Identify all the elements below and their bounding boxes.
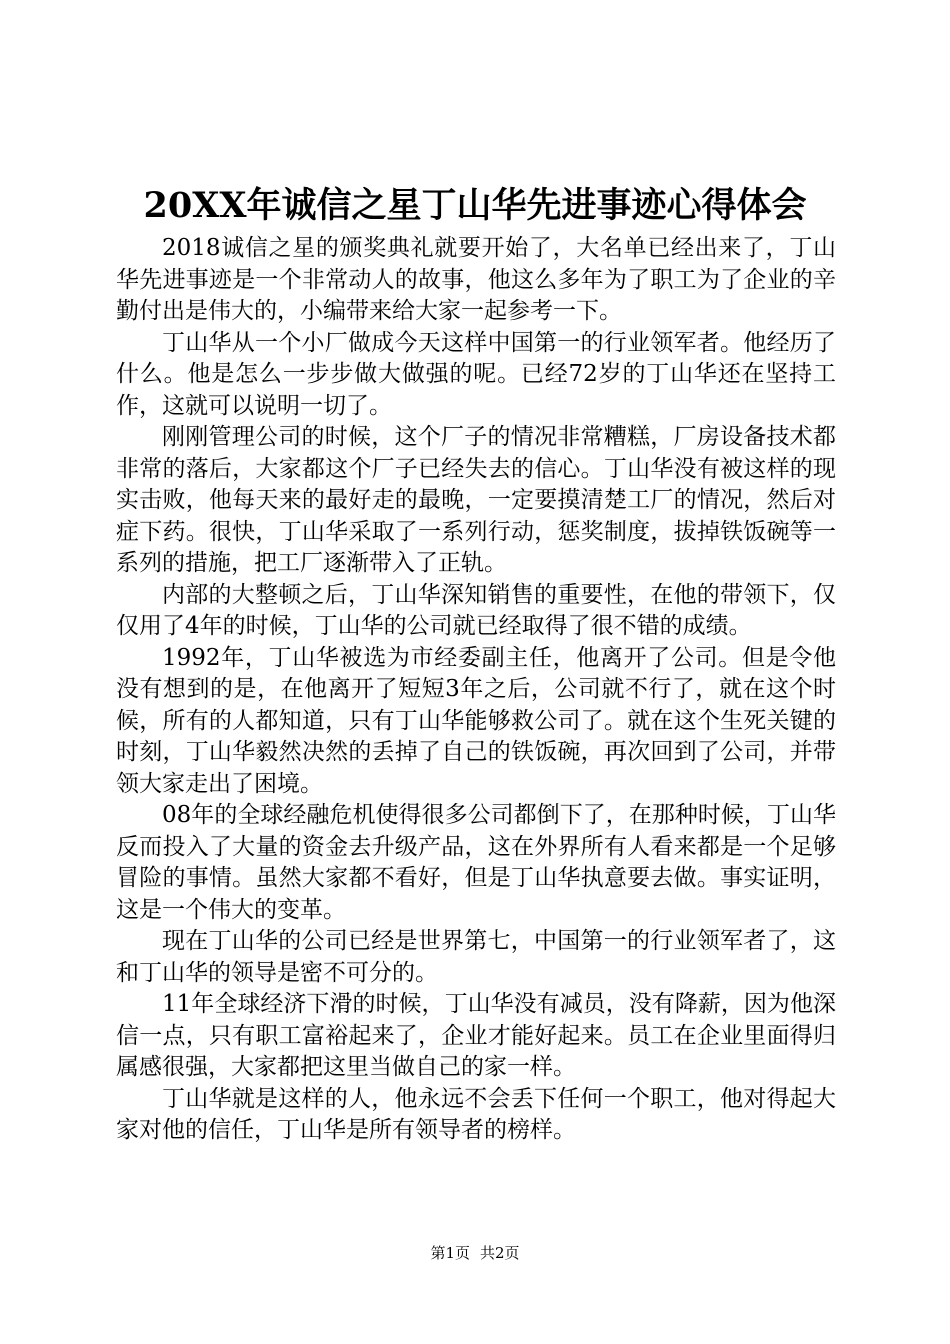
paragraph: 内部的大整顿之后，丁山华深知销售的重要性，在他的带领下，仅仅用了4年的时候，丁山华的公司就已经取得了很不错的成绩。 xyxy=(116,581,836,639)
paragraph: 丁山华就是这样的人，他永远不会丢下任何一个职工，他对得起大家对他的信任，丁山华是所有领导者的榜样。 xyxy=(116,1085,836,1143)
paragraph: 08年的全球经融危机使得很多公司都倒下了，在那种时候，丁山华反而投入了大量的资金去升级产品，这在外界所有人看来都是一个足够冒险的事情。虽然大家都不看好，但是丁山华执意要去做。事实证明，这是一个伟大的变革。 xyxy=(116,802,836,923)
page-total: 共2页 xyxy=(480,1244,520,1262)
paragraph: 刚刚管理公司的时候，这个厂子的情况非常糟糕，厂房设备技术都非常的落后，大家都这个厂子已经失去的信心。丁山华没有被这样的现实击败，他每天来的最好走的最晚，一定要摸清楚工厂的情况，然后对症下药。很快，丁山华采取了一系列行动，惩奖制度，拔掉铁饭碗等一系列的措施，把工厂逐渐带入了正轨。 xyxy=(116,424,836,576)
paragraph: 现在丁山华的公司已经是世界第七，中国第一的行业领军者了，这和丁山华的领导是密不可分的。 xyxy=(116,928,836,986)
page-number: 第1页 xyxy=(430,1244,470,1262)
paragraph: 2018诚信之星的颁奖典礼就要开始了，大名单已经出来了，丁山华先进事迹是一个非常动人的故事，他这么多年为了职工为了企业的辛勤付出是伟大的，小编带来给大家一起参考一下。 xyxy=(116,235,836,324)
paragraph: 1992年，丁山华被选为市经委副主任，他离开了公司。但是令他没有想到的是，在他离开了短短3年之后，公司就不行了，就在这个时候，所有的人都知道，只有丁山华能够救公司了。就在这个生死关键的时刻，丁山华毅然决然的丢掉了自己的铁饭碗，再次回到了公司，并带领大家走出了困境。 xyxy=(116,644,836,797)
page-footer xyxy=(0,1242,950,1264)
paragraph: 丁山华从一个小厂做成今天这样中国第一的行业领军者。他经历了什么。他是怎么一步步做大做强的呢。已经72岁的丁山华还在坚持工作，这就可以说明一切了。 xyxy=(116,329,836,419)
paragraph: 11年全球经济下滑的时候，丁山华没有减员，没有降薪，因为他深信一点，只有职工富裕起来了，企业才能好起来。员工在企业里面得归属感很强，大家都把这里当做自己的家一样。 xyxy=(116,991,836,1080)
document-body xyxy=(116,233,836,1147)
document-title: 20XX年诚信之星丁山华先进事迹心得体会 xyxy=(143,185,807,226)
